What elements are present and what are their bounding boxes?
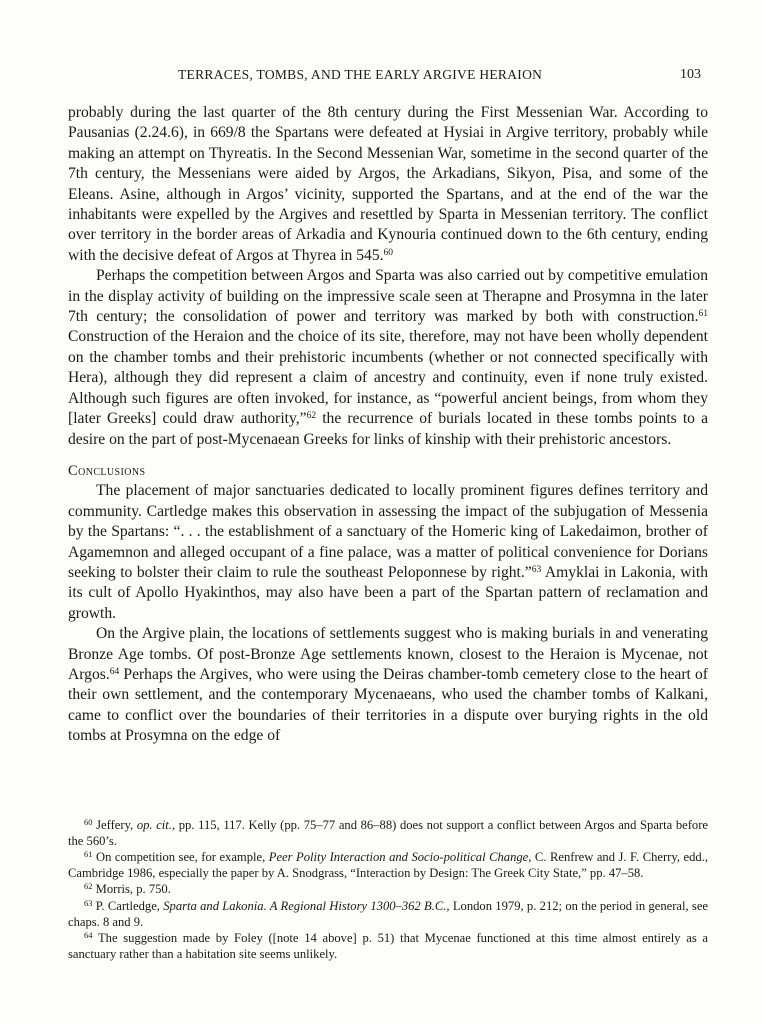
- running-head: [0, 67, 762, 87]
- paragraph-2-text-2: Construction of the Heraion and the choice of its site, therefore, may not have been wholly dependent on the chamber tombs and their prehistoric incumbents (whether or not connected specifically with Hera), although they did represent a claim of ancestry and continuity, even if none truly existed. Although such figures are often invoked, for instance, as “powerful ancient beings, from whom they [later Greeks] could draw authority,”: [68, 328, 708, 428]
- footnote-text: Jeffery,: [92, 818, 137, 832]
- footnote-text: The suggestion made by Foley ([note 14 above] p. 51) that Mycenae functioned at this time almost entirely as a sanctuary rather than a habitation site seems unlikely.: [68, 931, 708, 961]
- footnote-ref-60: 60: [383, 247, 394, 258]
- footnote-text: , C. Renfrew and J. F. Cherry, edd., Cambridge 1986, especially the paper by A. Snodgrass, “Interaction by Design: The Greek City State,” pp. 47–58.: [68, 850, 708, 880]
- paragraph-4: [68, 624, 708, 746]
- footnote-63: [68, 899, 708, 930]
- paragraph-1-text: probably during the last quarter of the 8th century during the First Messenian War. According to Pausanias (2.24.6), in 669/8 the Spartans were defeated at Hysiai in Argive territory, probably while making an attempt on Thyreatis. In the Second Messenian War, sometime in the second quarter of the 7th century, the Messenians were aided by Argos, the Arkadians, Sikyon, Pisa, and some of the Eleans. Asine, although in Argos’ vicinity, supported the Spartans, and at the end of the war the inhabitants were expelled by the Argives and resettled by Sparta in Messenian territory. The conflict over territory in the border areas of Arkadia and Kynouria continued down to the 6th century, ending with the decisive defeat of Argos at Thyrea in 545.: [68, 104, 708, 264]
- footnote-italic: Peer Polity Interaction and Socio-political Change: [268, 850, 529, 865]
- footnote-62: [68, 882, 708, 898]
- section-heading: Conclusions: [68, 462, 146, 479]
- footnote-italic: op. cit.: [136, 818, 172, 832]
- footnote-ref-62: 62: [306, 411, 317, 422]
- paragraph-4-text-1: On the Argive plain, the locations of settlements suggest who is making burials in and venerating Bronze Age tombs. Of post-Bronze Age settlements known, closest to the Heraion is Mycenae, not Argos.: [68, 625, 708, 683]
- page-number: 103: [680, 67, 701, 82]
- paragraph-4-text-2: Perhaps the Argives, who were using the Deiras chamber-tomb cemetery close to the heart of their own settlement, and the contemporary Mycenaeans, who used the chamber tombs of Kalkani, came to conflict over the boundaries of their territories in a dispute over burying rights in the old tombs at Prosymna on the edge of: [68, 665, 708, 745]
- footnote-number: 62: [84, 881, 93, 892]
- footnote-text: , London 1979, p. 212; on the period in general, see chaps. 8 and 9.: [68, 898, 709, 929]
- paragraph-3: [68, 481, 708, 624]
- paragraph-3-text-2: Amyklai in Lakonia, with its cult of Apollo Hyakinthos, may also have been a part of the Spartan pattern of reclamation and growth.: [68, 563, 708, 622]
- footnote-60: [68, 818, 708, 849]
- footnote-text: On competition see, for example,: [92, 850, 269, 865]
- body-text: [68, 103, 708, 747]
- footnote-text: , pp. 115, 117. Kelly (pp. 75–77 and 86–88) does not support a conflict between Argos and Sparta before the 560’s.: [68, 818, 708, 848]
- paragraph-2-text-1: Perhaps the competition between Argos and Sparta was also carried out by competitive emulation in the display activity of building on the impressive scale seen at Therapne and Prosymna in the later 7th century; the consolidation of power and territory was marked by both with construction.: [68, 267, 708, 326]
- footnote-text: Morris, p. 750.: [92, 882, 171, 897]
- footnote-number: 64: [84, 930, 93, 941]
- footnote-ref-63: 63: [531, 564, 542, 575]
- footnote-61: [68, 850, 708, 881]
- paragraph-2-text-3: the recurrence of burials located in these tombs points to a desire on the part of post-Mycenaean Greeks for links of kinship with their prehistoric ancestors.: [68, 410, 708, 448]
- footnote-ref-64: 64: [109, 666, 120, 677]
- footnote-italic: Sparta and Lakonia. A Regional History 1300–362 B.C.: [163, 898, 447, 913]
- footnote-number: 60: [84, 817, 93, 827]
- footnote-number: 63: [84, 897, 93, 908]
- paragraph-1: [68, 103, 708, 266]
- running-title: TERRACES, TOMBS, AND THE EARLY ARGIVE HERAION: [178, 67, 543, 82]
- footnote-text: P. Cartledge,: [92, 898, 164, 913]
- footnote-ref-61: 61: [698, 309, 708, 320]
- paragraph-3-text-1: The placement of major sanctuaries dedicated to locally prominent figures defines territory and community. Cartledge makes this observation in assessing the impact of the subjugation of Messenia by the Spartans: “. . . the establishment of a sanctuary of the Homeric king of Lakedaimon, brother of Agamemnon and alleged occupant of a fine palace, was a matter of political convenience for Dorians seeking to bolster their claim to rule the southeast Peloponnese by right.”: [68, 482, 708, 581]
- footnote-64: [68, 931, 708, 962]
- paragraph-2: [68, 266, 708, 450]
- footnotes: [68, 818, 708, 963]
- footnote-number: 61: [84, 849, 93, 860]
